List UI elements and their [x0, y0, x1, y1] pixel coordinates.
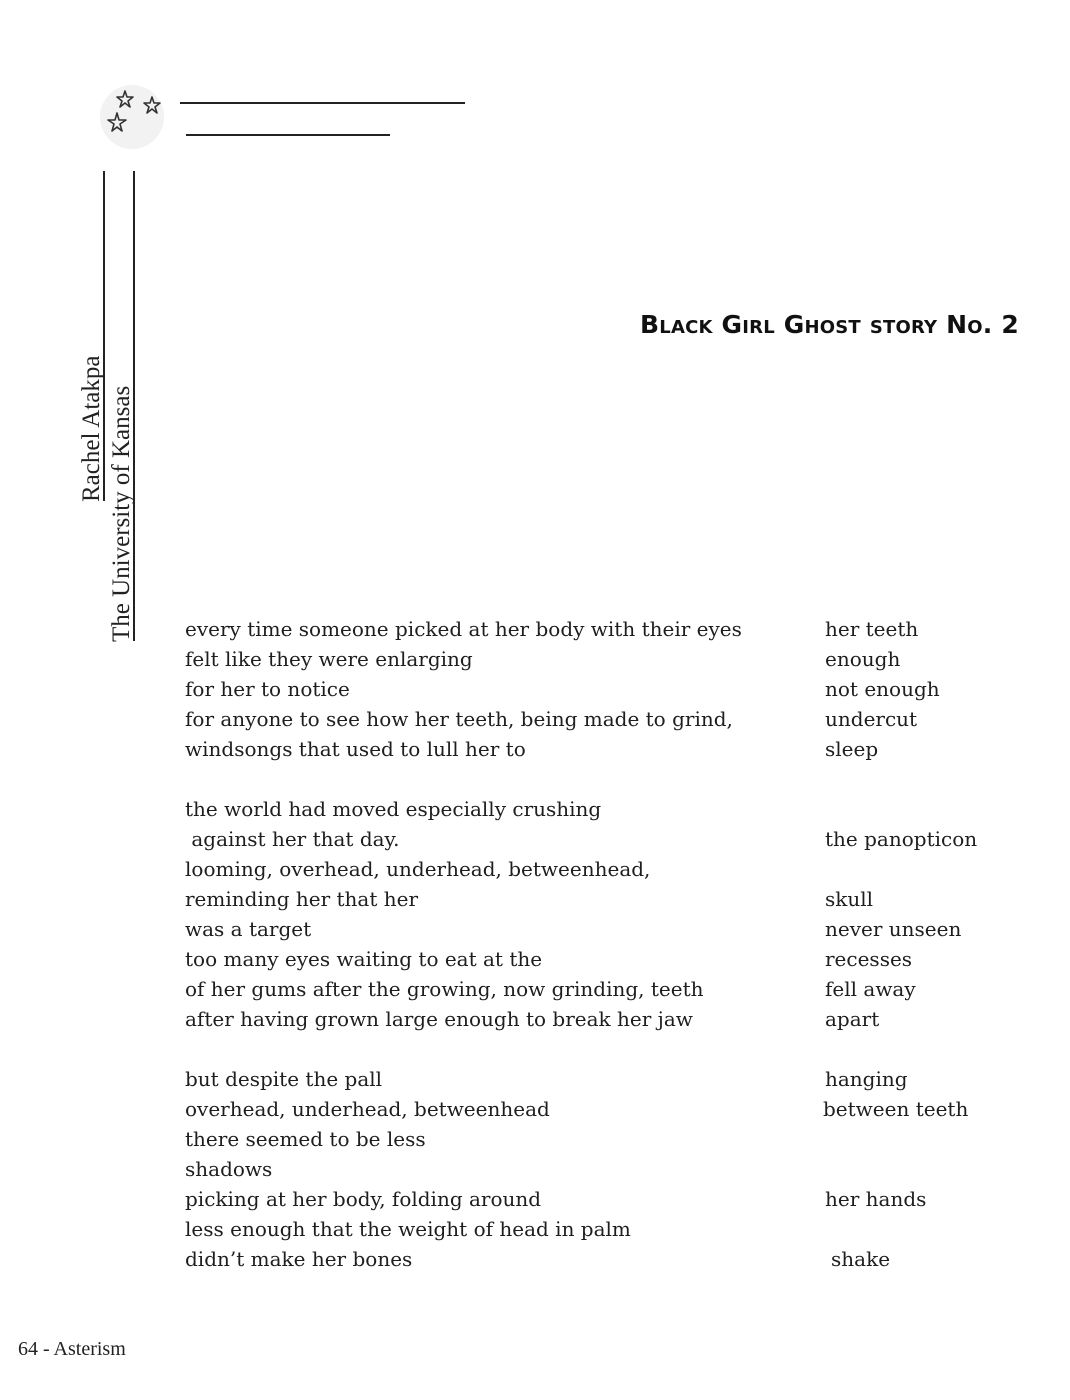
- stanza-break: [185, 1034, 1005, 1064]
- page-footer: 64 - Asterism: [18, 1338, 126, 1360]
- poem-line-right: recesses: [825, 947, 913, 971]
- poem-line: [185, 914, 1005, 944]
- poem-line-right: the panopticon: [825, 827, 978, 851]
- poem-line: [185, 1124, 1005, 1154]
- poem-line-left: against her that day.: [185, 827, 400, 851]
- poem-line: [185, 644, 1005, 674]
- poem-line: [185, 1094, 1005, 1124]
- poem-line-right: undercut: [825, 707, 918, 731]
- poem-line-left: every time someone picked at her body with their eyes: [185, 617, 742, 641]
- poem-line-right: skull: [825, 887, 874, 911]
- author-name: Rachel Atakpa: [78, 355, 105, 502]
- poem-line-right: hanging: [825, 1067, 908, 1091]
- poem-line-left: of her gums after the growing, now grinding, teeth: [185, 977, 704, 1001]
- poem-line-left: less enough that the weight of head in palm: [185, 1217, 631, 1241]
- poem-line-left: shadows: [185, 1157, 273, 1181]
- poem-title: Black Girl Ghost story No. 2: [640, 310, 1019, 339]
- poem-line-left: the world had moved especially crushing: [185, 797, 602, 821]
- poem-line: [185, 854, 1005, 884]
- poem-line: [185, 1004, 1005, 1034]
- poem-line-right: fell away: [825, 977, 916, 1001]
- poem-line-left: after having grown large enough to break her jaw: [185, 1007, 693, 1031]
- poem-line: [185, 1154, 1005, 1184]
- poem-line: [185, 944, 1005, 974]
- poem-line: [185, 794, 1005, 824]
- poem-line-right: enough: [825, 647, 901, 671]
- stanza-break: [185, 764, 1005, 794]
- poem-line-left: windsongs that used to lull her to: [185, 737, 526, 761]
- poem-line-right: shake: [831, 1247, 891, 1271]
- poem-line-right: her teeth: [825, 617, 919, 641]
- poem-line-left: looming, overhead, underhead, betweenhead,: [185, 857, 651, 881]
- poem-line-right: sleep: [825, 737, 879, 761]
- poem-line: [185, 884, 1005, 914]
- poem-line: [185, 734, 1005, 764]
- poem-line-left: was a target: [185, 917, 312, 941]
- poem-line-left: for anyone to see how her teeth, being made to grind,: [185, 707, 733, 731]
- poem-line-left: for her to notice: [185, 677, 350, 701]
- poem-line: [185, 1184, 1005, 1214]
- poem-line: [185, 824, 1005, 854]
- header-rule-top: [180, 102, 465, 104]
- poem-line-left: reminding her that her: [185, 887, 419, 911]
- poem-line-left: didn’t make her bones: [185, 1247, 413, 1271]
- poem-line-left: but despite the pall: [185, 1067, 383, 1091]
- poem-line-left: too many eyes waiting to eat at the: [185, 947, 543, 971]
- header-rule-bottom: [186, 134, 390, 136]
- poem-line: [185, 674, 1005, 704]
- poem-line-left: felt like they were enlarging: [185, 647, 473, 671]
- poem-line-right: between teeth: [823, 1097, 969, 1121]
- poem-line: [185, 974, 1005, 1004]
- poem-line-right: apart: [825, 1007, 880, 1031]
- poem-line: [185, 704, 1005, 734]
- poem-body: [185, 614, 1005, 1274]
- poem-line-right: not enough: [825, 677, 940, 701]
- poem-line-left: picking at her body, folding around: [185, 1187, 542, 1211]
- poem-line-right: never unseen: [825, 917, 962, 941]
- poem-line: [185, 1244, 1005, 1274]
- poem-line: [185, 614, 1005, 644]
- poem-line: [185, 1214, 1005, 1244]
- poem-line-right: her hands: [825, 1187, 927, 1211]
- three-stars-icon: [98, 82, 166, 152]
- poem-line: [185, 1064, 1005, 1094]
- poem-line-left: overhead, underhead, betweenhead: [185, 1097, 550, 1121]
- university-name: The University of Kansas: [108, 385, 135, 642]
- poem-line-left: there seemed to be less: [185, 1127, 426, 1151]
